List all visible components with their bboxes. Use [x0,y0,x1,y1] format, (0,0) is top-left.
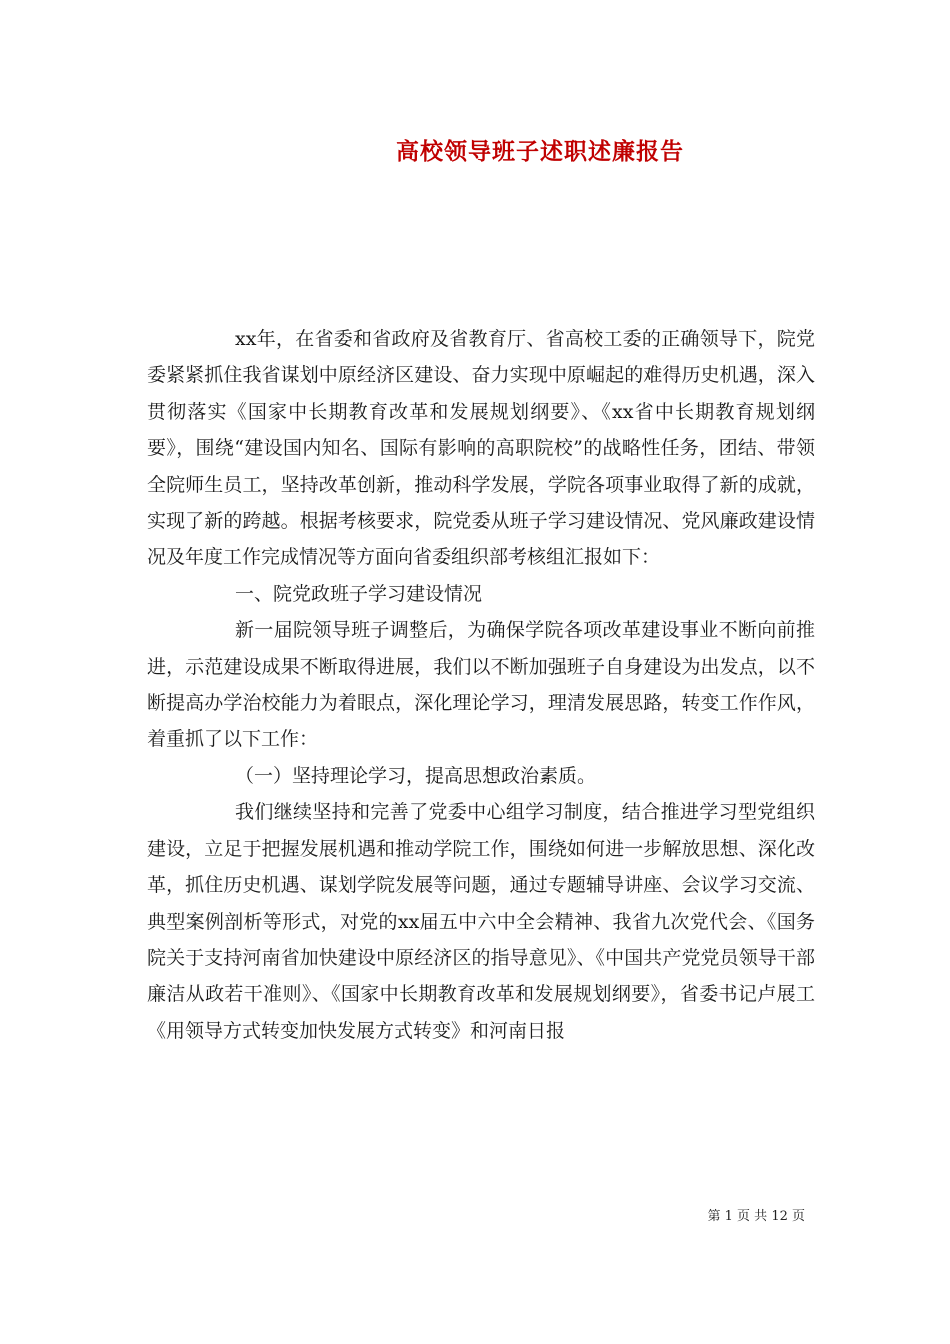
intro-paragraph: xx年，在省委和省政府及省教育厅、省高校工委的正确领导下，院党委紧紧抓住我省谋划中原经济区建设、奋力实现中原崛起的难得历史机遇，深入贯彻落实《国家中长期教育改革和发展规划纲要》、《xx省中长期教育规划纲要》，围绕“建设国内知名、国际有影响的高职院校”的战略性任务，团结、带领全院师生员工，坚持改革创新，推动科学发展，学院各项事业取得了新的成就，实现了新的跨越。根据考核要求，院党委从班子学习建设情况、党风廉政建设情况及年度工作完成情况等方面向省委组织部考核组汇报如下： [147,328,815,569]
document-body [147,321,815,1049]
subsection-1-heading: （一）坚持理论学习，提高思想政治素质。 [235,764,597,787]
section-1-paragraph: 新一届院领导班子调整后，为确保学院各项改革建设事业不断向前推进，示范建设成果不断取得进展，我们以不断加强班子自身建设为出发点，以不断提高办学治校能力为着眼点，深化理论学习，理清发展思路，转变工作作风，着重抓了以下工作： [147,619,815,751]
subsection-1-paragraph: 我们继续坚持和完善了党委中心组学习制度，结合推进学习型党组织建设，立足于把握发展机遇和推动学院工作，围绕如何进一步解放思想、深化改革，抓住历史机遇、谋划学院发展等问题，通过专题辅导讲座、会议学习交流、典型案例剖析等形式，对党的xx届五中六中全会精神、我省九次党代会、《国务院关于支持河南省加快建设中原经济区的指导意见》、《中国共产党党员领导干部廉洁从政若干准则》、《国家中长期教育改革和发展规划纲要》，省委书记卢展工《用领导方式转变加快发展方式转变》和河南日报 [147,801,815,1042]
page-number-footer: 第 1 页 共 12 页 [707,1209,805,1224]
document-title: 高校领导班子述职述廉报告 [396,138,684,165]
section-1-heading: 一、院党政班子学习建设情况 [235,582,483,605]
